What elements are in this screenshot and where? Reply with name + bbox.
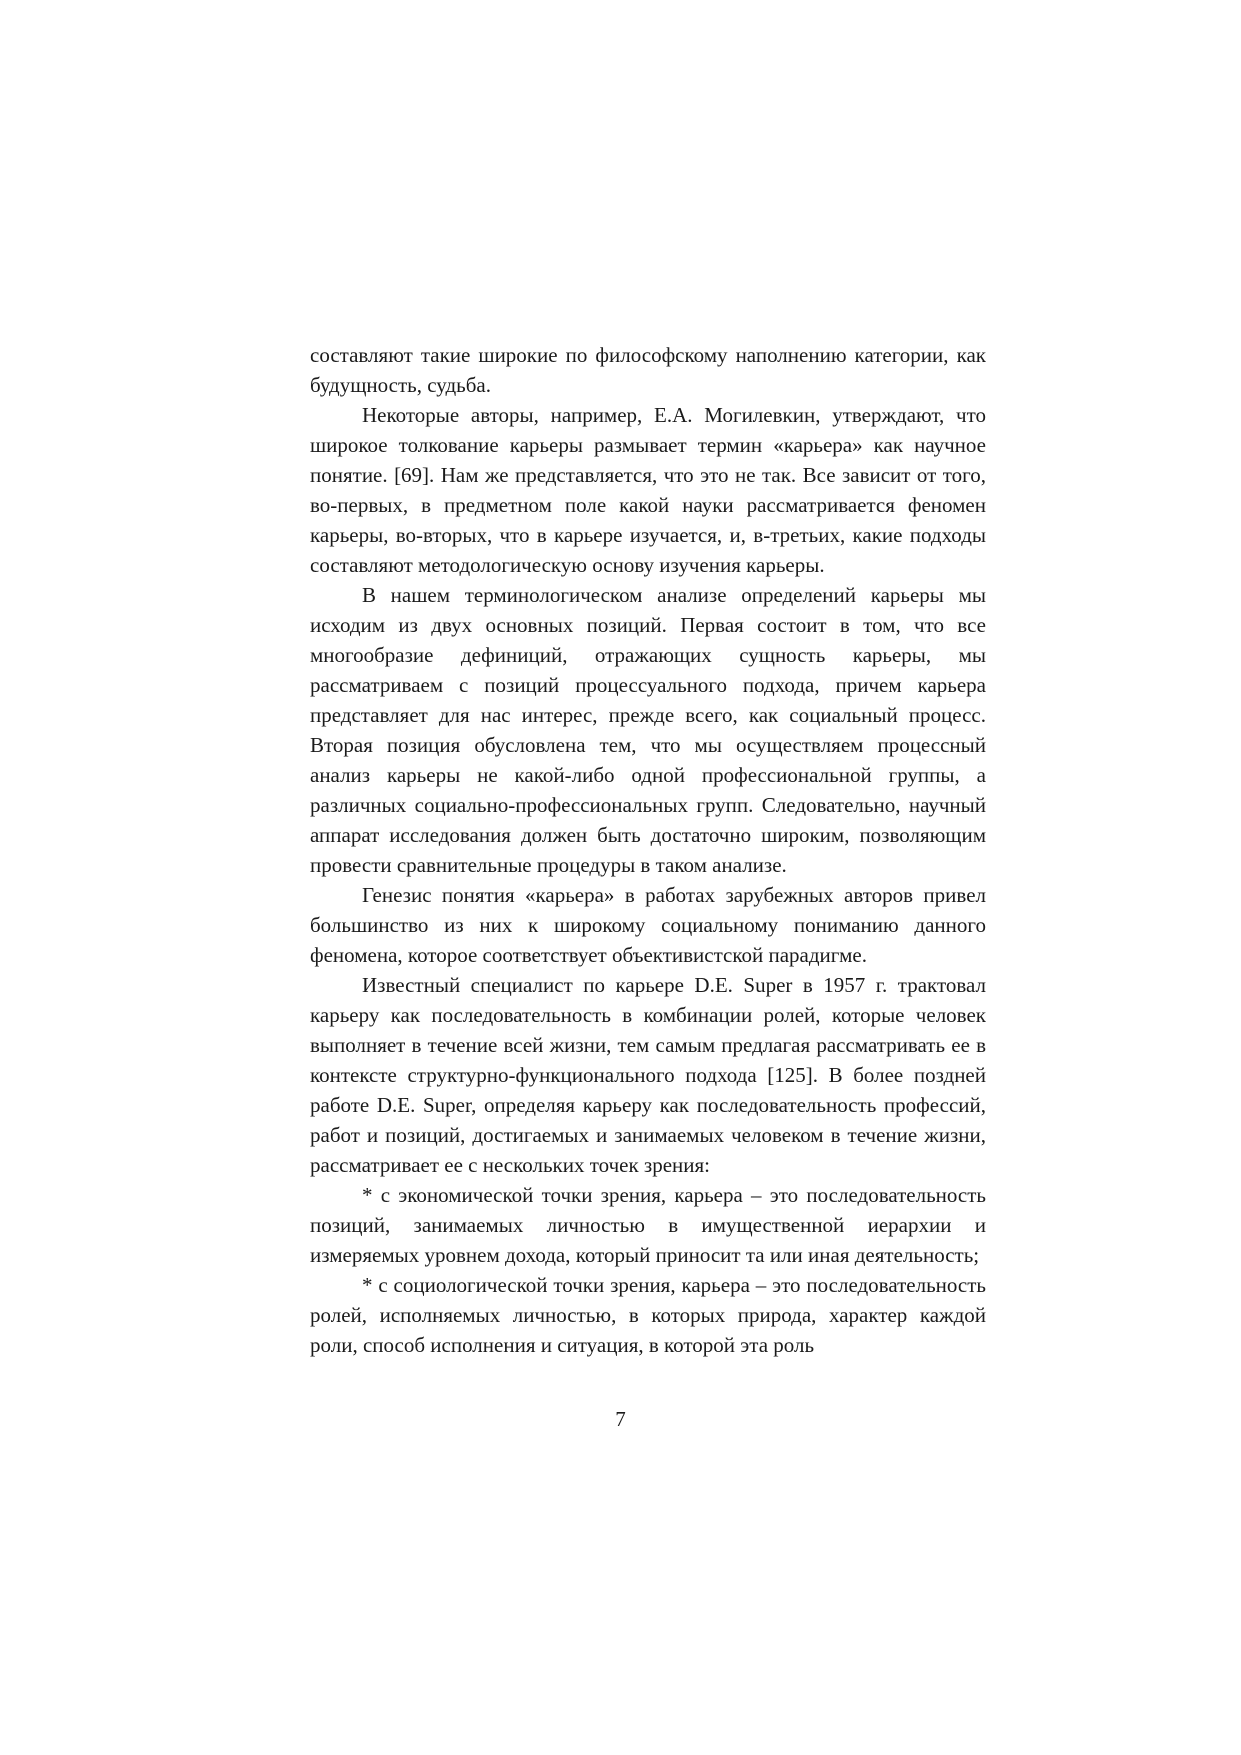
paragraph-7: * с социологической точки зрения, карьера – это последовательность ролей, исполняемых личностью, в которых природа, характер каждой роли, способ исполнения и ситуация, в которой эта роль [310,1273,986,1357]
paragraph-3: В нашем терминологическом анализе определений карьеры мы исходим из двух основных позиций. Первая состоит в том, что все многообразие дефиниций, отражающих сущность карьеры, мы рассматриваем с позиций процессуального подхода, причем карьера представляет для нас интерес, прежде всего, как социальный процесс. Вторая позиция обусловлена тем, что мы осуществляем процессный анализ карьеры не какой-либо одной профессиональной группы, а различных социально-профессиональных групп. Следовательно, научный аппарат исследования должен быть достаточно широким, позволяющим провести сравнительные процедуры в таком анализе. [310,583,986,877]
page-number: 7 [615,1407,626,1431]
main-text [310,340,986,1360]
page-body [310,340,986,1360]
paragraph-2: Некоторые авторы, например, Е.А. Могилевкин, утверждают, что широкое толкование карьеры размывает термин «карьера» как научное понятие. [69]. Нам же представляется, что это не так. Все зависит от того, во-первых, в предметном поле какой науки рассматривается феномен карьеры, во-вторых, что в карьере изучается, и, в-третьих, какие подходы составляют методологическую основу изучения карьеры. [310,403,986,577]
paragraph-5: Известный специалист по карьере D.E. Super в 1957 г. трактовал карьеру как последовательность в комбинации ролей, которые человек выполняет в течение всей жизни, тем самым предлагая рассматривать ее в контексте структурно-функционального подхода [125]. В более поздней работе D.E. Super, определяя карьеру как последовательность профессий, работ и позиций, достигаемых и занимаемых человеком в течение жизни, рассматривает ее с нескольких точек зрения: [310,973,986,1177]
paragraph-1: составляют такие широкие по философскому наполнению категории, как будущность, судьба. [310,343,986,397]
paragraph-6: * с экономической точки зрения, карьера – это последовательность позиций, занимаемых личностью в имущественной иерархии и измеряемых уровнем дохода, который приносит та или иная деятельность; [310,1183,986,1267]
paragraph-4: Генезис понятия «карьера» в работах зарубежных авторов привел большинство из них к широкому социальному пониманию данного феномена, которое соответствует объективистской парадигме. [310,883,986,967]
